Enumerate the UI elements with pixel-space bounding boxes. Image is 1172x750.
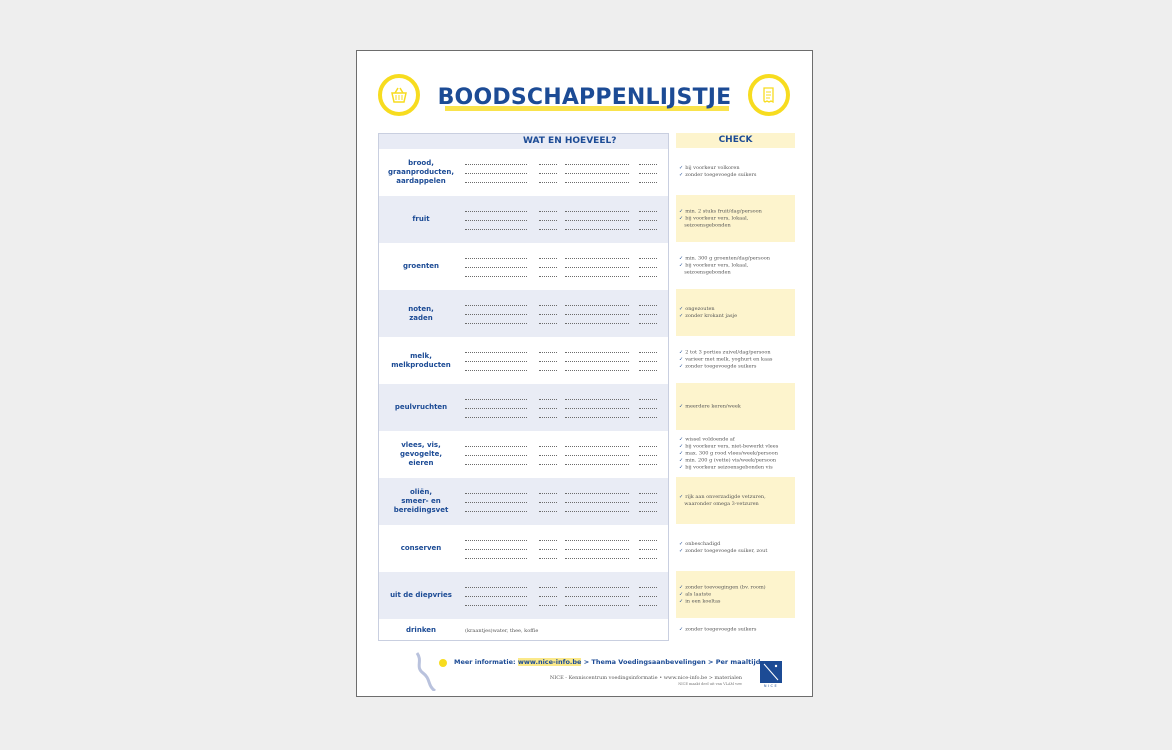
entry-line[interactable] xyxy=(639,399,657,400)
entry-line[interactable] xyxy=(539,464,557,465)
checkmark-icon: ✓ xyxy=(679,457,684,463)
entry-line[interactable] xyxy=(539,587,557,588)
check-item-text: 2 tot 3 porties zuivel/dag/persoon xyxy=(685,349,771,355)
bullet-dot xyxy=(439,659,447,667)
check-item-text: bij voorkeur seizoensgebonden vis xyxy=(685,464,773,470)
entry-line[interactable] xyxy=(465,549,527,550)
entry-line[interactable] xyxy=(539,502,557,503)
entry-line[interactable] xyxy=(465,173,527,174)
checkmark-icon: ✓ xyxy=(679,363,684,369)
entry-line[interactable] xyxy=(465,182,527,183)
check-item-text: wissel voldoende af xyxy=(685,436,735,442)
checkmark-icon: ✓ xyxy=(679,450,684,456)
check-item xyxy=(679,598,793,605)
check-item xyxy=(679,584,793,591)
entry-line[interactable] xyxy=(565,258,629,259)
entry-line[interactable] xyxy=(565,267,629,268)
check-text xyxy=(679,584,793,605)
check-item xyxy=(679,626,793,633)
entry-line[interactable] xyxy=(465,258,527,259)
entry-line[interactable] xyxy=(539,605,557,606)
entry-line[interactable] xyxy=(539,352,557,353)
entry-line[interactable] xyxy=(639,370,657,371)
check-column xyxy=(676,133,795,641)
check-item xyxy=(679,269,793,276)
check-row xyxy=(676,289,795,336)
entry-line[interactable] xyxy=(539,182,557,183)
check-row xyxy=(676,383,795,430)
entry-line[interactable] xyxy=(539,258,557,259)
check-item xyxy=(679,172,793,179)
entry-line[interactable] xyxy=(565,417,629,418)
checkmark-icon: ✓ xyxy=(679,262,684,268)
check-item xyxy=(679,494,793,501)
checkmark-icon: ✓ xyxy=(679,305,684,312)
entry-line[interactable] xyxy=(465,558,527,559)
check-item-text: max. 300 g rood vlees/week/persoon xyxy=(685,450,778,456)
page-title: BOODSCHAPPENLIJSTJE xyxy=(437,85,732,110)
check-item-text: min. 300 g groenten/dag/persoon xyxy=(685,255,770,261)
entry-line[interactable] xyxy=(539,408,557,409)
entry-line[interactable] xyxy=(465,305,527,306)
checkmark-icon: ✓ xyxy=(679,255,684,261)
entry-line[interactable] xyxy=(639,540,657,541)
check-item-text: bij voorkeur vers, lokaal, xyxy=(685,215,749,221)
entry-line[interactable] xyxy=(565,314,629,315)
entry-line[interactable] xyxy=(465,211,527,212)
entry-line[interactable] xyxy=(639,182,657,183)
entry-line[interactable] xyxy=(539,493,557,494)
entry-line[interactable] xyxy=(565,408,629,409)
check-item xyxy=(679,313,793,320)
checkmark-icon: ✓ xyxy=(679,436,684,442)
check-text xyxy=(679,403,793,410)
check-item xyxy=(679,363,793,370)
entry-line[interactable] xyxy=(639,502,657,503)
entry-line[interactable] xyxy=(465,370,527,371)
entry-line[interactable] xyxy=(565,596,629,597)
check-row xyxy=(676,477,795,524)
checkmark-icon: ✓ xyxy=(679,626,684,632)
check-item-text: zonder toegevoegde suikers xyxy=(685,626,757,632)
table-row xyxy=(379,384,668,431)
check-item-text: in een koeltas xyxy=(685,598,721,604)
checkmark-icon xyxy=(679,501,682,507)
check-item xyxy=(679,222,793,229)
table-row xyxy=(379,619,668,642)
entry-line[interactable] xyxy=(539,446,557,447)
checkmark-icon: ✓ xyxy=(679,598,684,604)
check-item xyxy=(679,208,793,215)
entry-line[interactable] xyxy=(565,511,629,512)
checkmark-icon: ✓ xyxy=(679,208,684,214)
checkmark-icon: ✓ xyxy=(679,443,684,449)
check-item-text: rijk aan onverzadigde vetzuren, xyxy=(685,493,766,500)
table-row xyxy=(379,525,668,572)
category-label: oliën, smeer- en bereidingsvet xyxy=(393,488,449,514)
table-row xyxy=(379,478,668,525)
check-item xyxy=(679,356,793,363)
table-row xyxy=(379,431,668,478)
entry-line[interactable] xyxy=(565,464,629,465)
check-item-text: zonder krokant jasje xyxy=(685,312,738,319)
check-item xyxy=(679,403,793,410)
check-item-text: onbeschadigd xyxy=(685,540,721,547)
checkmark-icon: ✓ xyxy=(679,164,684,171)
check-row xyxy=(676,242,795,289)
checkmark-icon: ✓ xyxy=(679,171,684,178)
entry-line[interactable] xyxy=(639,511,657,512)
category-label: conserven xyxy=(400,544,442,552)
entry-line[interactable] xyxy=(539,211,557,212)
entry-line[interactable] xyxy=(539,455,557,456)
check-item-text: seizoensgebonden xyxy=(684,269,731,275)
check-item xyxy=(679,349,793,356)
checkmark-icon: ✓ xyxy=(679,591,684,597)
nice-logo-text: NICE xyxy=(763,684,779,688)
check-item-text: ongezouten xyxy=(685,305,715,312)
table-row xyxy=(379,243,668,290)
entry-line[interactable] xyxy=(639,493,657,494)
nice-logo-icon xyxy=(760,661,782,683)
checkmark-icon: ✓ xyxy=(679,403,684,409)
check-item-text: meerdere keren/week xyxy=(685,403,741,409)
entry-line[interactable] xyxy=(639,417,657,418)
entry-line[interactable] xyxy=(639,446,657,447)
info-prefix: Meer informatie: xyxy=(454,658,518,666)
entry-line[interactable] xyxy=(539,267,557,268)
entry-line[interactable] xyxy=(539,173,557,174)
checkmark-icon: ✓ xyxy=(679,356,684,362)
category-label: peulvruchten xyxy=(394,403,448,411)
category-label: noten, zaden xyxy=(408,304,434,322)
check-item-text: bij voorkeur vers, lokaal, xyxy=(685,262,749,268)
check-item xyxy=(679,255,793,262)
entry-line[interactable] xyxy=(639,229,657,230)
check-item xyxy=(679,464,793,471)
info-suffix: > Thema Voedingsaanbevelingen > Per maaltijd xyxy=(581,658,761,666)
entry-line[interactable] xyxy=(639,164,657,165)
check-item xyxy=(679,306,793,313)
category-label: melk, melkproducten xyxy=(391,351,451,369)
category-label: vlees, vis, gevogelte, eieren xyxy=(399,441,443,467)
checkmark-icon: ✓ xyxy=(679,215,684,221)
check-item xyxy=(679,457,793,464)
entry-line[interactable] xyxy=(465,596,527,597)
check-item-text: zonder toevoegingen (bv. room) xyxy=(685,584,766,590)
entry-line[interactable] xyxy=(639,361,657,362)
checkmark-icon xyxy=(679,269,682,275)
entry-line[interactable] xyxy=(639,455,657,456)
table-row xyxy=(379,337,668,384)
check-row xyxy=(676,571,795,618)
check-item-text: zonder toegevoegde suikers xyxy=(685,171,757,178)
check-item xyxy=(679,591,793,598)
table-row xyxy=(379,196,668,243)
check-item-text: seizoensgebonden xyxy=(684,222,731,228)
table-row xyxy=(379,290,668,337)
more-info-line xyxy=(454,658,760,666)
entry-line[interactable] xyxy=(465,276,527,277)
check-item xyxy=(679,541,793,548)
checkmark-icon: ✓ xyxy=(679,547,684,554)
entry-line[interactable] xyxy=(639,276,657,277)
entry-line[interactable] xyxy=(539,549,557,550)
entry-line[interactable] xyxy=(539,314,557,315)
check-item-text: zonder toegevoegde suikers xyxy=(685,363,757,369)
entry-line[interactable] xyxy=(465,352,527,353)
check-item xyxy=(679,436,793,443)
check-item-text: zonder toegevoegde suiker, zout xyxy=(685,547,768,554)
check-item xyxy=(679,450,793,457)
entry-line[interactable] xyxy=(539,229,557,230)
entry-line[interactable] xyxy=(465,605,527,606)
entry-line[interactable] xyxy=(565,361,629,362)
checkmark-icon xyxy=(679,222,682,228)
category-label: fruit xyxy=(412,215,430,223)
entry-line[interactable] xyxy=(465,220,527,221)
entry-line[interactable] xyxy=(639,596,657,597)
tiny-line: NICE maakt deel uit van VLAM vzw xyxy=(678,682,742,686)
entry-line[interactable] xyxy=(565,399,629,400)
entry-line[interactable] xyxy=(565,587,629,588)
entry-line[interactable] xyxy=(639,220,657,221)
entry-line[interactable] xyxy=(565,549,629,550)
checkmark-icon: ✓ xyxy=(679,540,684,547)
quantity-table xyxy=(378,133,669,641)
entry-line[interactable] xyxy=(565,558,629,559)
entry-line[interactable] xyxy=(465,408,527,409)
entry-line[interactable] xyxy=(465,446,527,447)
entry-line[interactable] xyxy=(539,276,557,277)
entry-line[interactable] xyxy=(565,352,629,353)
check-item xyxy=(679,501,793,508)
entry-line[interactable] xyxy=(465,399,527,400)
entry-line[interactable] xyxy=(639,587,657,588)
table-row xyxy=(379,572,668,619)
check-text xyxy=(679,165,793,179)
entry-line[interactable] xyxy=(539,361,557,362)
entry-line[interactable] xyxy=(465,464,527,465)
entry-line[interactable] xyxy=(639,605,657,606)
check-text xyxy=(679,349,793,370)
check-row xyxy=(676,430,795,477)
checkmark-icon: ✓ xyxy=(679,493,684,500)
entry-line[interactable] xyxy=(565,502,629,503)
check-row xyxy=(676,336,795,383)
entry-line[interactable] xyxy=(639,408,657,409)
category-label: drinken xyxy=(405,626,437,634)
check-item-text: bij voorkeur volkoren xyxy=(685,164,740,171)
entry-line[interactable] xyxy=(465,502,527,503)
entry-line[interactable] xyxy=(465,587,527,588)
shopping-list-page xyxy=(356,50,813,697)
check-row xyxy=(676,195,795,242)
check-item-text: varieer met melk, yoghurt en kaas xyxy=(685,356,773,362)
entry-line[interactable] xyxy=(539,540,557,541)
check-item-text: min. 2 stuks fruit/dag/persoon xyxy=(685,208,762,214)
entry-line[interactable] xyxy=(539,596,557,597)
entry-line[interactable] xyxy=(565,323,629,324)
check-text xyxy=(679,626,793,633)
entry-line[interactable] xyxy=(539,399,557,400)
check-item xyxy=(679,548,793,555)
entry-line[interactable] xyxy=(639,558,657,559)
entry-line[interactable] xyxy=(539,558,557,559)
entry-line[interactable] xyxy=(465,229,527,230)
entry-line[interactable] xyxy=(565,605,629,606)
entry-line[interactable] xyxy=(539,370,557,371)
entry-line[interactable] xyxy=(639,323,657,324)
checkmark-icon: ✓ xyxy=(679,312,684,319)
check-text xyxy=(679,255,793,276)
check-text xyxy=(679,494,793,508)
entry-line[interactable] xyxy=(465,267,527,268)
check-item-text: min. 200 g (vette) vis/week/persoon xyxy=(685,457,777,463)
entry-line[interactable] xyxy=(639,305,657,306)
entry-line[interactable] xyxy=(465,323,527,324)
check-text xyxy=(679,541,793,555)
swirl-decoration xyxy=(413,651,453,691)
entry-line[interactable] xyxy=(565,540,629,541)
entry-line[interactable] xyxy=(465,540,527,541)
category-label: groenten xyxy=(402,262,440,270)
table-header: WAT EN HOEVEEL? xyxy=(379,134,668,149)
entry-line[interactable] xyxy=(539,164,557,165)
check-item xyxy=(679,262,793,269)
entry-line[interactable] xyxy=(565,305,629,306)
entry-line[interactable] xyxy=(465,314,527,315)
checkmark-icon: ✓ xyxy=(679,349,684,355)
check-item-text: waaronder omega 3-vetzuren xyxy=(684,500,759,507)
check-item xyxy=(679,215,793,222)
check-text xyxy=(679,306,793,320)
entry-line[interactable] xyxy=(565,173,629,174)
check-text xyxy=(679,208,793,229)
category-label: brood, graanproducten, aardappelen xyxy=(387,159,455,185)
entry-line[interactable] xyxy=(465,493,527,494)
entry-line[interactable] xyxy=(639,352,657,353)
entry-line[interactable] xyxy=(565,211,629,212)
check-item-text: als laatste xyxy=(685,591,712,597)
checkmark-icon: ✓ xyxy=(679,584,684,590)
entry-line[interactable] xyxy=(565,276,629,277)
check-item-text: bij voorkeur vers, niet-bewerkt vlees xyxy=(685,443,779,449)
entry-line[interactable] xyxy=(465,361,527,362)
entry-line[interactable] xyxy=(565,493,629,494)
check-row xyxy=(676,524,795,571)
entry-line[interactable] xyxy=(565,370,629,371)
check-text xyxy=(679,436,793,471)
row-text: (kraantjes)water, thee, koffie xyxy=(465,627,539,634)
entry-line[interactable] xyxy=(639,173,657,174)
entry-line[interactable] xyxy=(539,323,557,324)
org-line: NICE - Kenniscentrum voedingsinformatie • www.nice-info.be > materialen xyxy=(549,675,742,681)
entry-line[interactable] xyxy=(465,511,527,512)
info-link[interactable]: www.nice-info.be xyxy=(517,658,582,666)
entry-line[interactable] xyxy=(639,314,657,315)
check-row xyxy=(676,618,795,641)
entry-line[interactable] xyxy=(639,464,657,465)
entry-line[interactable] xyxy=(539,511,557,512)
entry-line[interactable] xyxy=(465,417,527,418)
entry-line[interactable] xyxy=(639,267,657,268)
entry-line[interactable] xyxy=(539,305,557,306)
entry-line[interactable] xyxy=(565,220,629,221)
entry-line[interactable] xyxy=(565,229,629,230)
checkmark-icon: ✓ xyxy=(679,464,684,470)
category-label: uit de diepvries xyxy=(390,591,452,599)
table-row xyxy=(379,149,668,196)
entry-line[interactable] xyxy=(565,164,629,165)
entry-line[interactable] xyxy=(465,455,527,456)
check-item xyxy=(679,443,793,450)
entry-line[interactable] xyxy=(639,258,657,259)
entry-line[interactable] xyxy=(639,211,657,212)
check-row xyxy=(676,148,795,195)
entry-line[interactable] xyxy=(465,164,527,165)
entry-line[interactable] xyxy=(565,446,629,447)
entry-line[interactable] xyxy=(565,182,629,183)
entry-line[interactable] xyxy=(539,417,557,418)
entry-line[interactable] xyxy=(539,220,557,221)
entry-line[interactable] xyxy=(639,549,657,550)
entry-line[interactable] xyxy=(565,455,629,456)
check-item xyxy=(679,165,793,172)
check-header: CHECK xyxy=(676,133,795,148)
